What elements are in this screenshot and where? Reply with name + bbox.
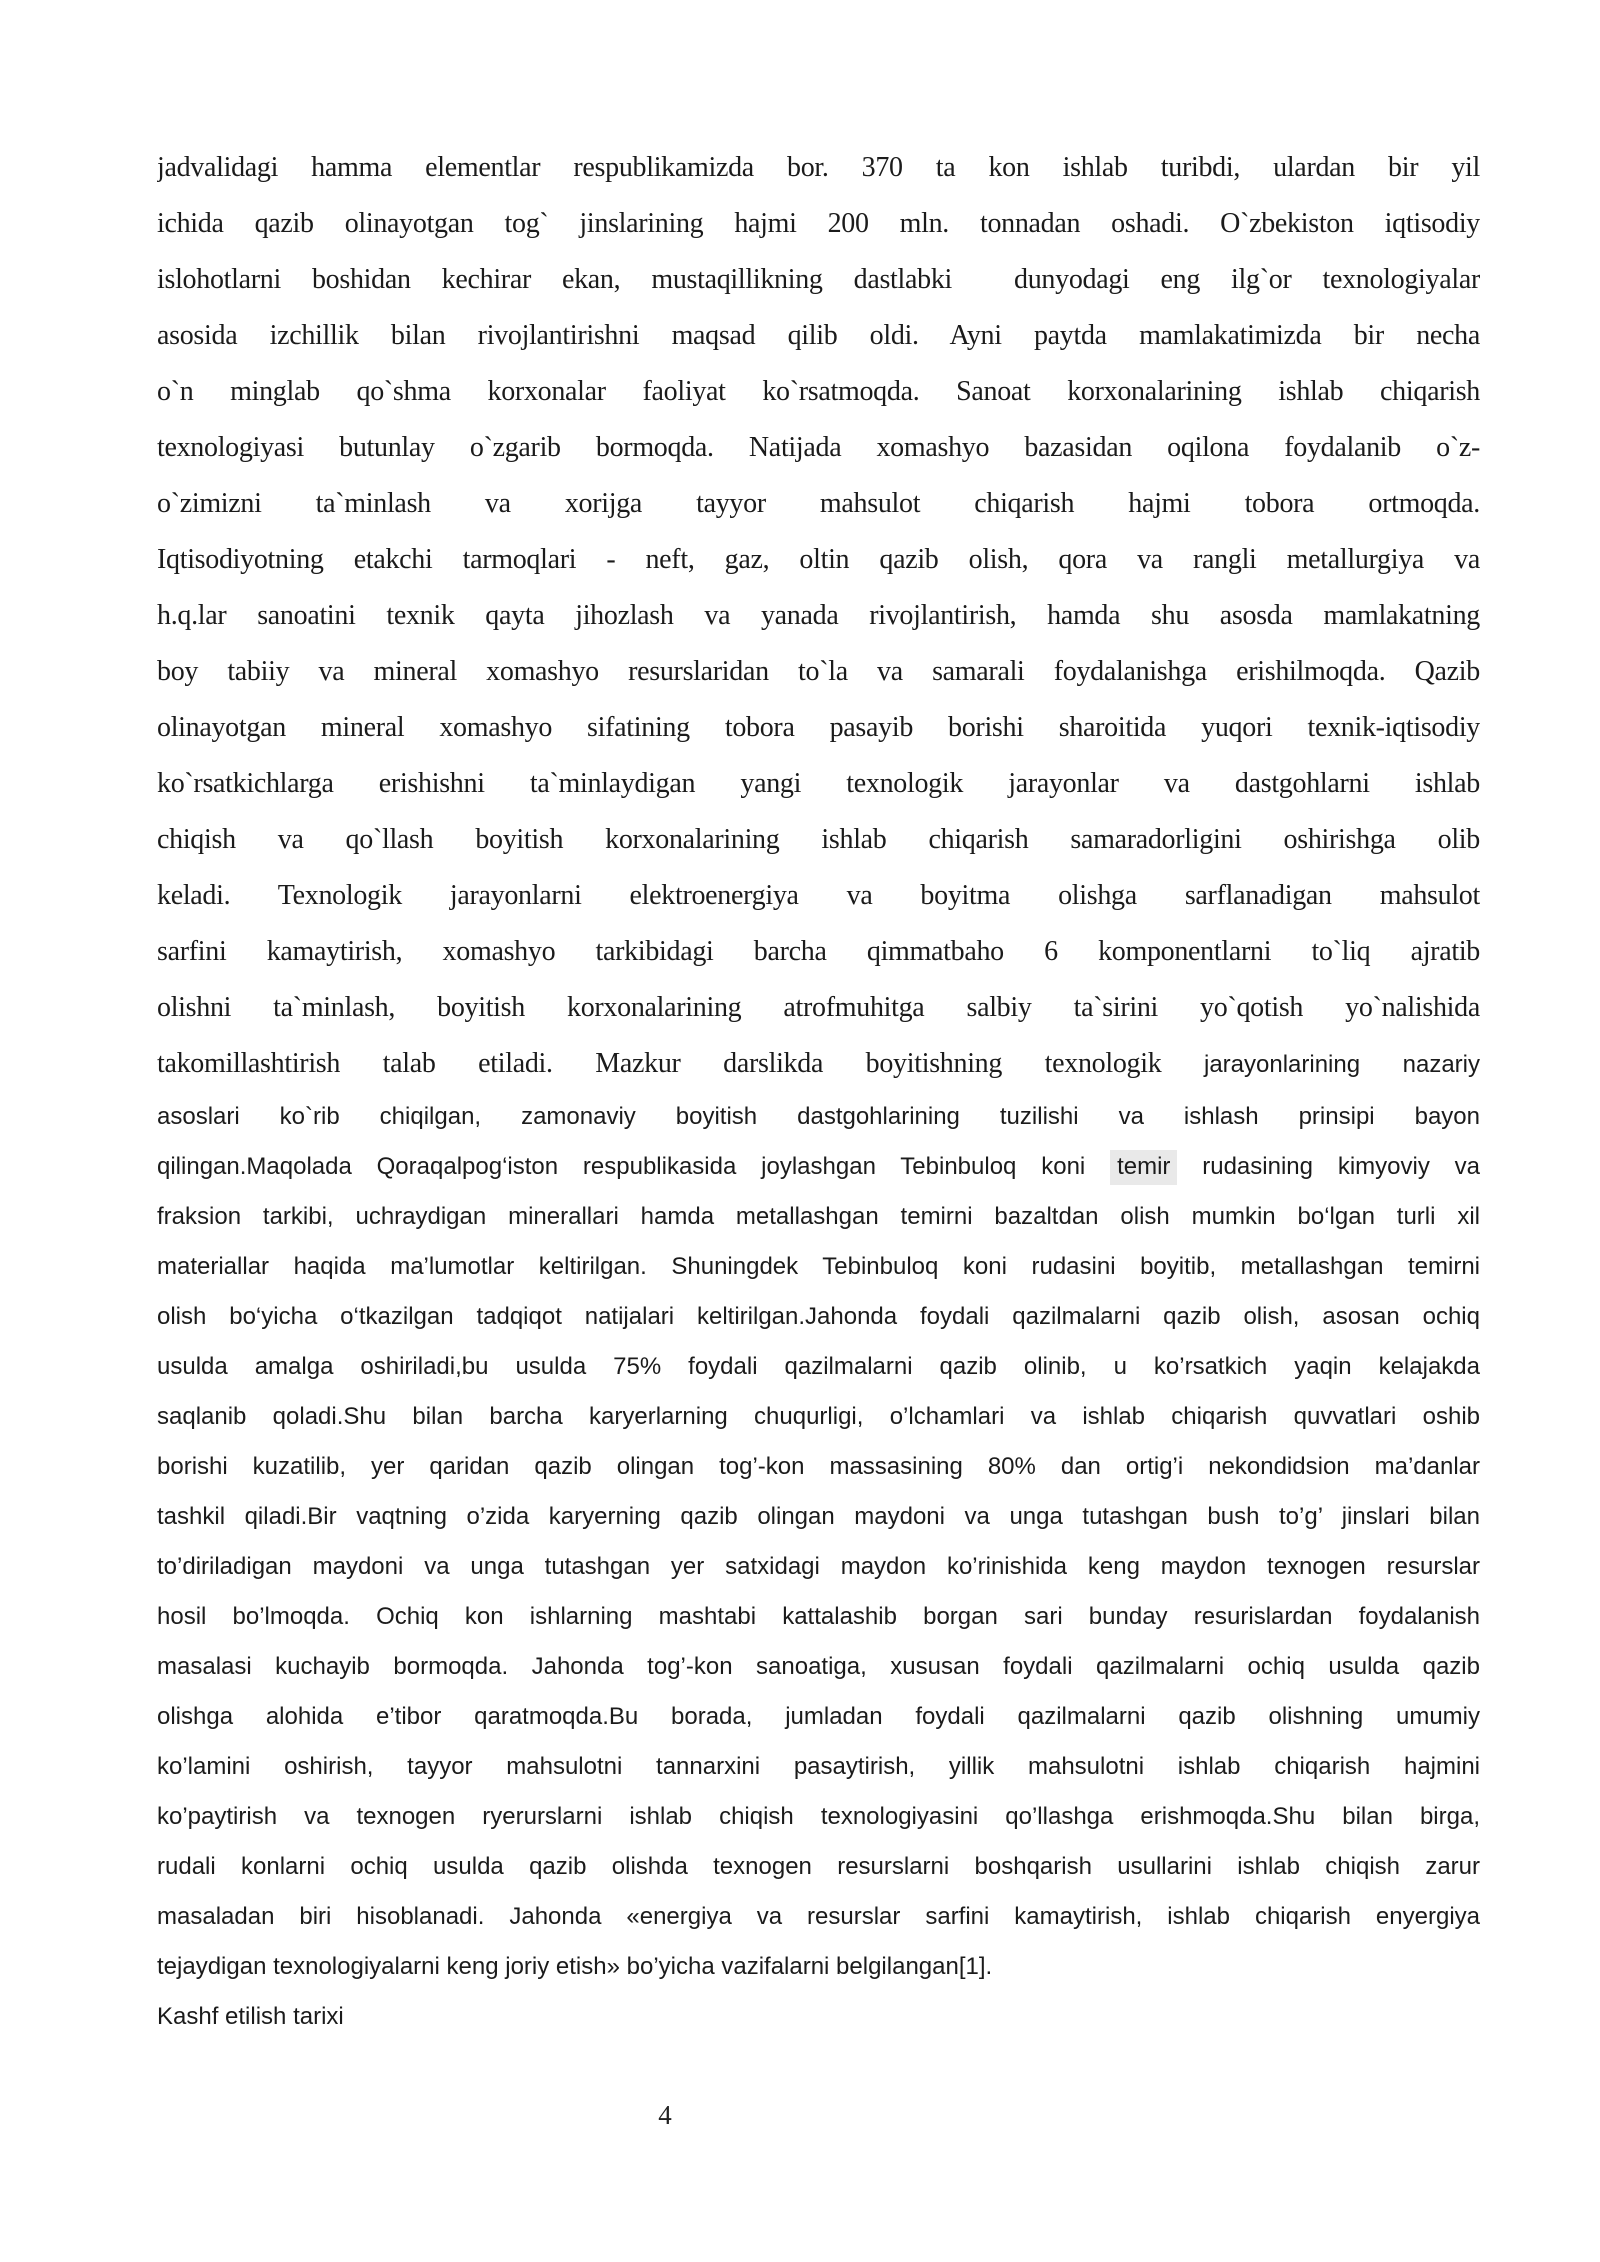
text-line: masalasi kuchayib bormoqda. Jahonda tog’-kon sanoatiga, xususan foydali qazilmalarni ochiq usulda qazib <box>157 1653 1480 1680</box>
text-line: ko`rsatkichlarga erishishni ta`minlaydigan yangi texnologik jarayonlar va dastgohlarni ishlab <box>157 768 1480 799</box>
text-segment-sans: jarayonlarining nazariy <box>1203 1051 1480 1078</box>
text-line: boy tabiiy va mineral xomashyo resurslaridan to`la va samarali foydalanishga erishilmoqda. Qazib <box>157 656 1480 687</box>
text-line: ichida qazib olinayotgan tog` jinslarining hajmi 200 mln. tonnadan oshadi. O`zbekiston iqtisodiy <box>157 208 1480 239</box>
text-line: borishi kuzatilib, yer qaridan qazib olingan tog’-kon massasining 80% dan ortig’i nekondidsion ma’danlar <box>157 1453 1480 1480</box>
text-block <box>157 140 1480 2042</box>
text-line: o`n minglab qo`shma korxonalar faoliyat ko`rsatmoqda. Sanoat korxonalarining ishlab chiqarish <box>157 376 1480 407</box>
text-line: olinayotgan mineral xomashyo sifatining tobora pasayib borishi sharoitida yuqori texnik-iqtisodiy <box>157 712 1480 743</box>
section-heading: Kashf etilish tarixi <box>157 2003 344 2030</box>
text-line: tashkil qiladi.Bir vaqtning o’zida karyerning qazib olingan maydoni va unga tutashgan bush to’g’ jinslari bilan <box>157 1503 1480 1530</box>
text-segment: rudasining kimyoviy va <box>1177 1153 1480 1180</box>
text-line: fraksion tarkibi, uchraydigan minerallari hamda metallashgan temirni bazaltdan olish mumkin bo‘lgan turli xil <box>157 1203 1480 1230</box>
text-segment-serif: takomillashtirish talab etiladi. Mazkur darslikda boyitishning texnologik <box>157 1048 1204 1079</box>
text-line <box>157 1036 1480 1092</box>
text-line: asosida izchillik bilan rivojlantirishni maqsad qilib oldi. Ayni paytda mamlakatimizda bir necha <box>157 320 1480 351</box>
text-line: sarfini kamaytirish, xomashyo tarkibidagi barcha qimmatbaho 6 komponentlarni to`liq ajratib <box>157 936 1480 967</box>
text-line <box>157 1142 1480 1192</box>
text-line: materiallar haqida ma’lumotlar keltirilgan. Shuningdek Tebinbuloq koni rudasini boyitib, metallashgan temirni <box>157 1253 1480 1280</box>
text-line: asoslari ko`rib chiqilgan, zamonaviy boyitish dastgohlarining tuzilishi va ishlash prinsipi bayon <box>157 1103 1480 1130</box>
text-line: ko’paytirish va texnogen ryerurslarni ishlab chiqish texnologiyasini qo’llashga erishmoqda.Shu bilan birga, <box>157 1803 1480 1830</box>
text-line: h.q.lar sanoatini texnik qayta jihozlash va yanada rivojlantirish, hamda shu asosda mamlakatning <box>157 600 1480 631</box>
text-line: olish bo‘yicha o‘tkazilgan tadqiqot natijalari keltirilgan.Jahonda foydali qazilmalarni qazib olish, asosan ochiq <box>157 1303 1480 1330</box>
text-line: olishga alohida e’tibor qaratmoqda.Bu borada, jumladan foydali qazilmalarni qazib olishning umumiy <box>157 1703 1480 1730</box>
text-line: chiqish va qo`llash boyitish korxonalarining ishlab chiqarish samaradorligini oshirishga olib <box>157 824 1480 855</box>
text-segment: qilingan.Maqolada Qoraqalpog‘iston respublikasida joylashgan Tebinbuloq koni <box>157 1153 1111 1180</box>
text-line: jadvalidagi hamma elementlar respublikamizda bor. 370 ta kon ishlab turibdi, ulardan bir yil <box>157 152 1480 183</box>
text-line: to’diriladigan maydoni va unga tutashgan yer satxidagi maydon ko’rinishida keng maydon texnogen resurslar <box>157 1553 1480 1580</box>
text-line: Iqtisodiyotning etakchi tarmoqlari - neft, gaz, oltin qazib olish, qora va rangli metallurgiya va <box>157 544 1480 575</box>
page-number: 4 <box>658 2100 672 2130</box>
text-line: rudali konlarni ochiq usulda qazib olishda texnogen resurslarni boshqarish usullarini ishlab chiqish zarur <box>157 1853 1480 1880</box>
text-line: tejaydigan texnologiyalarni keng joriy etish» bo’yicha vazifalarni belgilangan[1]. <box>157 1953 993 1980</box>
text-line: olishni ta`minlash, boyitish korxonalarining atrofmuhitga salbiy ta`sirini yo`qotish yo`nalishida <box>157 992 1480 1023</box>
text-line: texnologiyasi butunlay o`zgarib bormoqda. Natijada xomashyo bazasidan oqilona foydalanib o`z- <box>157 432 1480 463</box>
text-line: keladi. Texnologik jarayonlarni elektroenergiya va boyitma olishga sarflanadigan mahsulot <box>157 880 1480 911</box>
text-line: ko’lamini oshirish, tayyor mahsulotni tannarxini pasaytirish, yillik mahsulotni ishlab chiqarish hajmini <box>157 1753 1480 1780</box>
text-line: saqlanib qoladi.Shu bilan barcha karyerlarning chuqurligi, o’lchamlari va ishlab chiqarish quvvatlari oshib <box>157 1403 1480 1430</box>
highlighted-word: temir <box>1110 1150 1177 1185</box>
text-line: usulda amalga oshiriladi,bu usulda 75% foydali qazilmalarni qazib olinib, u ko’rsatkich yaqin kelajakda <box>157 1353 1480 1380</box>
text-line: hosil bo’lmoqda. Ochiq kon ishlarning mashtabi kattalashib borgan sari bunday resurislardan foydalanish <box>157 1603 1480 1630</box>
text-line: islohotlarni boshidan kechirar ekan, mustaqillikning dastlabki dunyodagi eng ilg`or texnologiyalar <box>157 264 1480 295</box>
text-line: masaladan biri hisoblanadi. Jahonda «energiya va resurslar sarfini kamaytirish, ishlab chiqarish enyergiya <box>157 1903 1480 1930</box>
text-line: o`zimizni ta`minlash va xorijga tayyor mahsulot chiqarish hajmi tobora ortmoqda. <box>157 488 1480 519</box>
